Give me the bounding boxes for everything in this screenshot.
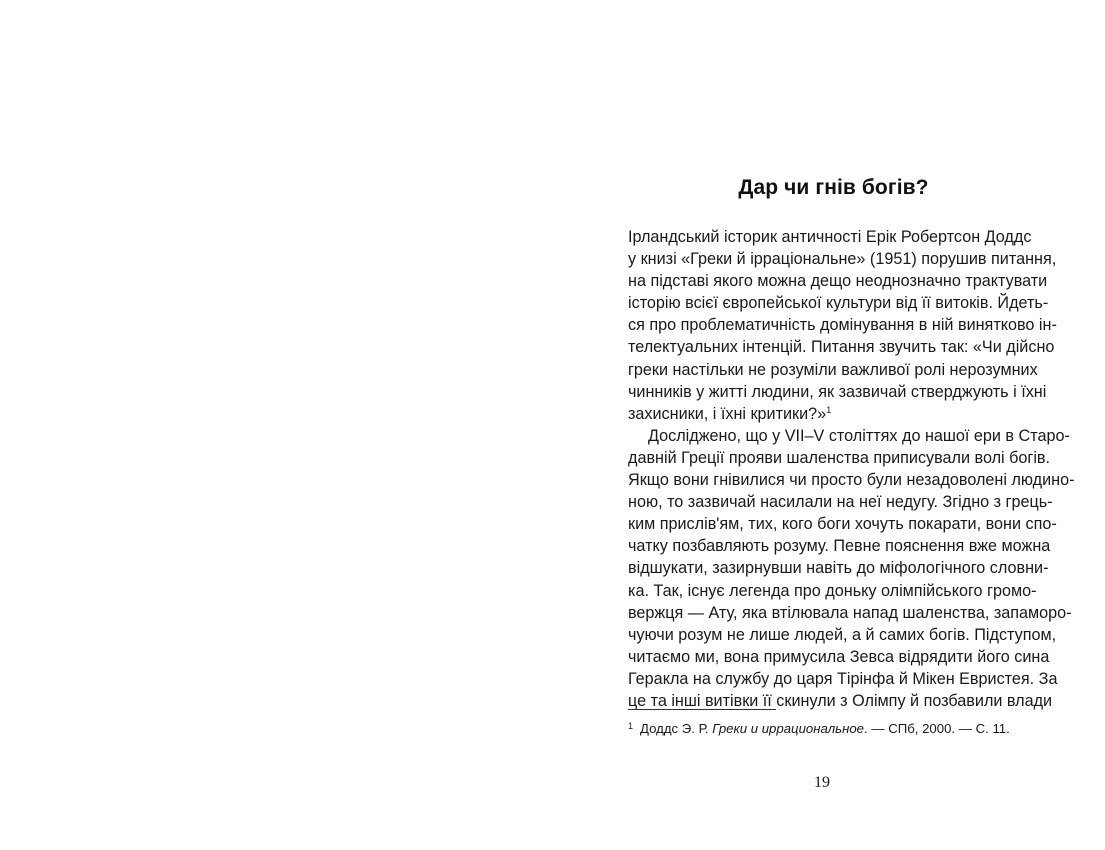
text-line: це та інші витівки її скинули з Олімпу й позбавили влади bbox=[628, 691, 1053, 710]
text-line: на підставі якого можна дещо неоднозначно трактувати bbox=[628, 272, 1048, 291]
text-line: Геракла на службу до царя Тірінфа й Мікен Евристея. За bbox=[628, 669, 1058, 688]
footnote-author: Доддс Э. Р. bbox=[640, 721, 709, 736]
right-page bbox=[552, 0, 1105, 850]
left-page-blank bbox=[0, 0, 552, 850]
text-line: ким прислів'ям, тих, кого боги хочуть покарати, вони спо- bbox=[628, 515, 1057, 534]
text-line: давній Греції прояви шаленства приписували волі богів. bbox=[628, 448, 1051, 467]
text-line: телектуальних інтенцій. Питання звучить так: «Чи дійсно bbox=[628, 338, 1055, 357]
text-line: чатку позбавляють розуму. Певне пояснення вже можна bbox=[628, 537, 1051, 556]
text-line: греки настільки не розуміли важливої ролі нерозумних bbox=[628, 360, 1038, 379]
page-number: 19 bbox=[814, 774, 830, 791]
footnote-number: 1 bbox=[628, 721, 634, 731]
footnote-divider bbox=[628, 709, 776, 710]
text-line: Якщо вони гнівилися чи просто були незадоволені людино- bbox=[628, 471, 1075, 490]
text-line: чуючи розум не лише людей, а й самих богів. Підступом, bbox=[628, 625, 1057, 644]
footnote-reference[interactable]: 1 bbox=[826, 404, 832, 415]
text-line: вержця — Ату, яка втілювала напад шаленства, запаморо- bbox=[628, 603, 1072, 622]
text-line: захисники, і їхні критики?» bbox=[628, 404, 827, 423]
footnote-details: . — СПб, 2000. — С. 11. bbox=[864, 721, 1010, 736]
footnote bbox=[628, 717, 1028, 738]
text-line: у книзі «Греки й ірраціональне» (1951) порушив питання, bbox=[628, 250, 1057, 269]
chapter-title: Дар чи гнів богів? bbox=[738, 176, 929, 199]
text-line: ною, то зазвичай насилали на неї недугу. Згідно з грець- bbox=[628, 493, 1053, 512]
text-line: ся про проблематичність домінування в ній винятково ін- bbox=[628, 316, 1057, 335]
text-line: читаємо ми, вона примусила Зевса відрядити його сина bbox=[628, 647, 1050, 666]
text-line: чинників у житті людини, як зазвичай стверджують і їхні bbox=[628, 382, 1047, 401]
footnote-title: Греки и иррациональное bbox=[712, 721, 865, 736]
text-line-with-footnote bbox=[628, 403, 1021, 425]
text-line: Досліджено, що у VII–V століттях до нашої ери в Старо- bbox=[648, 426, 1070, 445]
text-line: відшукати, зазирнувши навіть до міфологічного словни- bbox=[628, 559, 1049, 578]
text-line: Ірландський історик античності Ерік Робертсон Доддс bbox=[628, 228, 1032, 246]
text-line: історію всієї європейської культури від її витоків. Йдеть- bbox=[628, 294, 1049, 313]
body-text bbox=[628, 226, 1075, 712]
text-line: ка. Так, існує легенда про доньку олімпійського громо- bbox=[628, 581, 1037, 600]
